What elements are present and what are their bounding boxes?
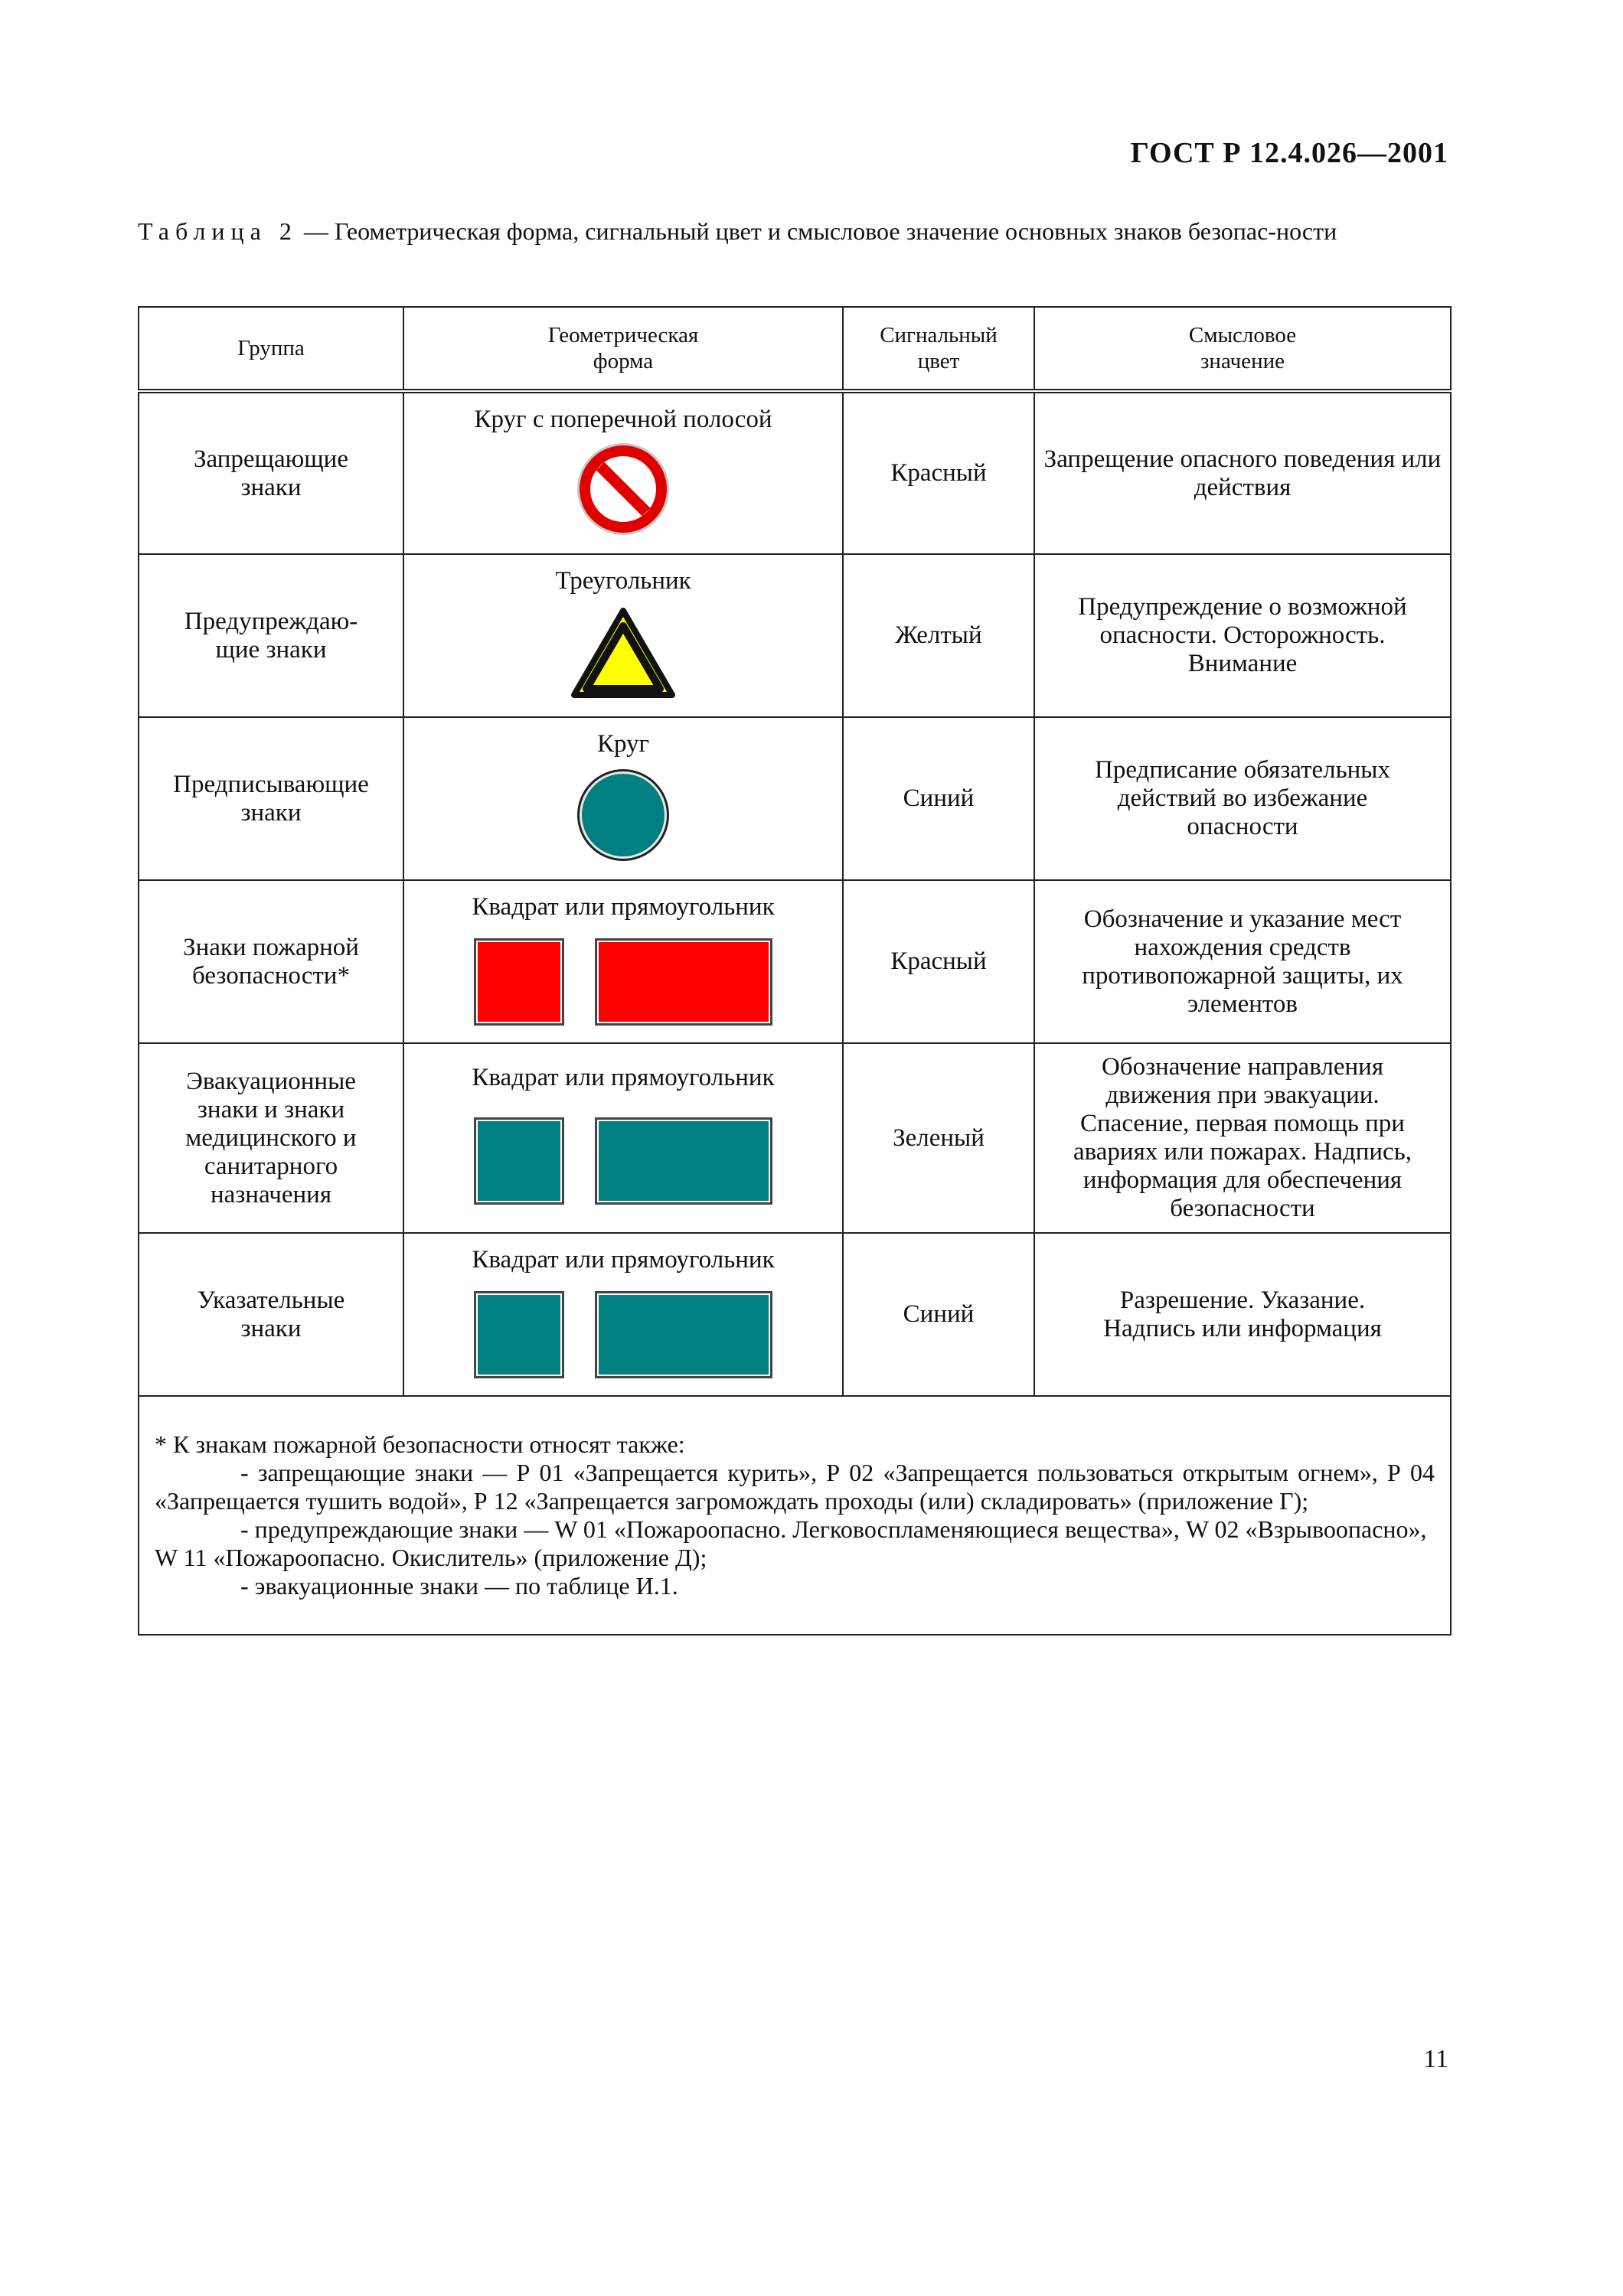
shape-cell	[403, 880, 843, 1043]
group-cell	[139, 717, 403, 880]
shape-cell	[403, 1043, 843, 1233]
meaning-label: Обозначение направления движения при эвакуации. Спасение, первая помощь при авариях или пожарах. Надпись, информация для обеспечения безопасности	[1073, 1053, 1412, 1222]
shape-cell	[403, 554, 843, 717]
signs-table	[138, 306, 1452, 1636]
header-meaning-label: Смысловое значение	[1188, 323, 1297, 373]
header-group-label: Группа	[237, 336, 305, 360]
header-color	[843, 307, 1034, 391]
header-group	[139, 307, 403, 391]
red-rectangle	[595, 938, 772, 1026]
meaning-label: Предупреждение о возможной опасности. Осторожность. Внимание	[1078, 593, 1407, 677]
shape-figure	[404, 608, 842, 700]
caption-lead: Таблица 2	[138, 217, 298, 245]
color-label: Зеленый	[893, 1124, 985, 1152]
mandatory-circle-icon	[576, 768, 671, 863]
header-shape-label: Геометрическая форма	[547, 323, 699, 373]
shape-label: Квадрат или прямоугольник	[472, 1246, 775, 1274]
footnote-item: - эвакуационные знаки — по таблице И.1.	[240, 1572, 678, 1600]
group-cell	[139, 1043, 403, 1233]
shape-cell	[403, 391, 843, 554]
meaning-cell	[1034, 1233, 1451, 1396]
table-row	[139, 1043, 1451, 1233]
footnote-item: - предупреждающие знаки — W 01 «Пожароопасно. Легковоспламеняющиеся вещества», W 02 «Взрывоопасно», W 11 «Пожароопасно. Окислитель» (приложение Д);	[155, 1515, 1427, 1571]
group-label: Запрещающие знаки	[194, 445, 348, 501]
table-row	[139, 554, 1451, 717]
color-cell	[843, 391, 1034, 554]
color-cell	[843, 717, 1034, 880]
group-label: Предписывающие знаки	[173, 770, 369, 827]
meaning-cell	[1034, 554, 1451, 717]
shape-label: Треугольник	[555, 567, 691, 595]
color-cell	[843, 554, 1034, 717]
warning-triangle-icon	[571, 608, 675, 700]
table-row	[139, 1233, 1451, 1396]
shape-figure	[404, 1291, 842, 1378]
group-label: Предупреждаю-щие знаки	[184, 607, 358, 664]
group-cell	[139, 1233, 403, 1396]
green-square	[474, 1117, 564, 1205]
color-cell	[843, 880, 1034, 1043]
group-label: Знаки пожарной безопасности*	[183, 933, 359, 990]
color-label: Желтый	[895, 621, 982, 649]
meaning-cell	[1034, 880, 1451, 1043]
color-label: Красный	[890, 459, 987, 487]
meaning-cell	[1034, 1043, 1451, 1233]
color-cell	[843, 1043, 1034, 1233]
table-caption	[138, 214, 1447, 248]
meaning-label: Предписание обязательных действий во избежание опасности	[1095, 756, 1390, 840]
shape-label: Квадрат или прямоугольник	[472, 1064, 775, 1091]
meaning-label: Обозначение и указание мест нахождения средств противопожарной защиты, их элементов	[1082, 905, 1403, 1018]
meaning-label: Запрещение опасного поведения или действия	[1043, 445, 1442, 501]
shape-label: Круг с поперечной полосой	[474, 406, 772, 433]
red-square	[474, 938, 564, 1026]
footnote-item: - запрещающие знаки — Р 01 «Запрещается курить», Р 02 «Запрещается пользоваться открытым огнем», Р 04 «Запрещается тушить водой», Р 12 «Запрещается загромождать проходы (или) складировать» (приложение Г);	[155, 1459, 1435, 1515]
group-label: Указательные знаки	[197, 1286, 345, 1342]
table-row	[139, 717, 1451, 880]
group-label: Эвакуационные знаки и знаки медицинского и санитарного назначения	[185, 1067, 357, 1208]
shape-figure	[404, 442, 842, 536]
group-cell	[139, 554, 403, 717]
group-cell	[139, 391, 403, 554]
meaning-cell	[1034, 391, 1451, 554]
green-rectangle	[595, 1117, 772, 1205]
header-shape	[403, 307, 843, 391]
group-cell	[139, 880, 403, 1043]
shape-label: Круг	[596, 730, 650, 758]
shape-cell	[403, 717, 843, 880]
standard-number: ГОСТ Р 12.4.026—2001	[1130, 137, 1448, 169]
prohibition-circle-icon	[576, 442, 671, 536]
table-row	[139, 391, 1451, 554]
footnote-cell	[139, 1396, 1451, 1635]
header-color-label: Сигнальный цвет	[880, 323, 998, 373]
color-label: Синий	[903, 1300, 975, 1328]
color-cell	[843, 1233, 1034, 1396]
shape-figure	[404, 938, 842, 1026]
shape-cell	[403, 1233, 843, 1396]
table-header-row	[139, 307, 1451, 391]
blue-square	[474, 1291, 564, 1378]
shape-figure	[404, 768, 842, 863]
table-row	[139, 880, 1451, 1043]
color-label: Синий	[903, 784, 975, 812]
header-meaning	[1034, 307, 1451, 391]
shape-label: Квадрат или прямоугольник	[472, 893, 775, 921]
color-label: Красный	[890, 947, 987, 975]
footnote-row	[139, 1396, 1451, 1635]
page-number: 11	[1423, 2045, 1448, 2073]
blue-rectangle	[595, 1291, 772, 1378]
meaning-label: Разрешение. Указание. Надпись или информация	[1103, 1286, 1382, 1342]
caption-text: — Геометрическая форма, сигнальный цвет и смысловое значение основных знаков безопас-ности	[297, 217, 1337, 245]
footnote-title: * К знакам пожарной безопасности относят также:	[155, 1430, 685, 1458]
meaning-cell	[1034, 717, 1451, 880]
shape-figure	[404, 1117, 842, 1205]
